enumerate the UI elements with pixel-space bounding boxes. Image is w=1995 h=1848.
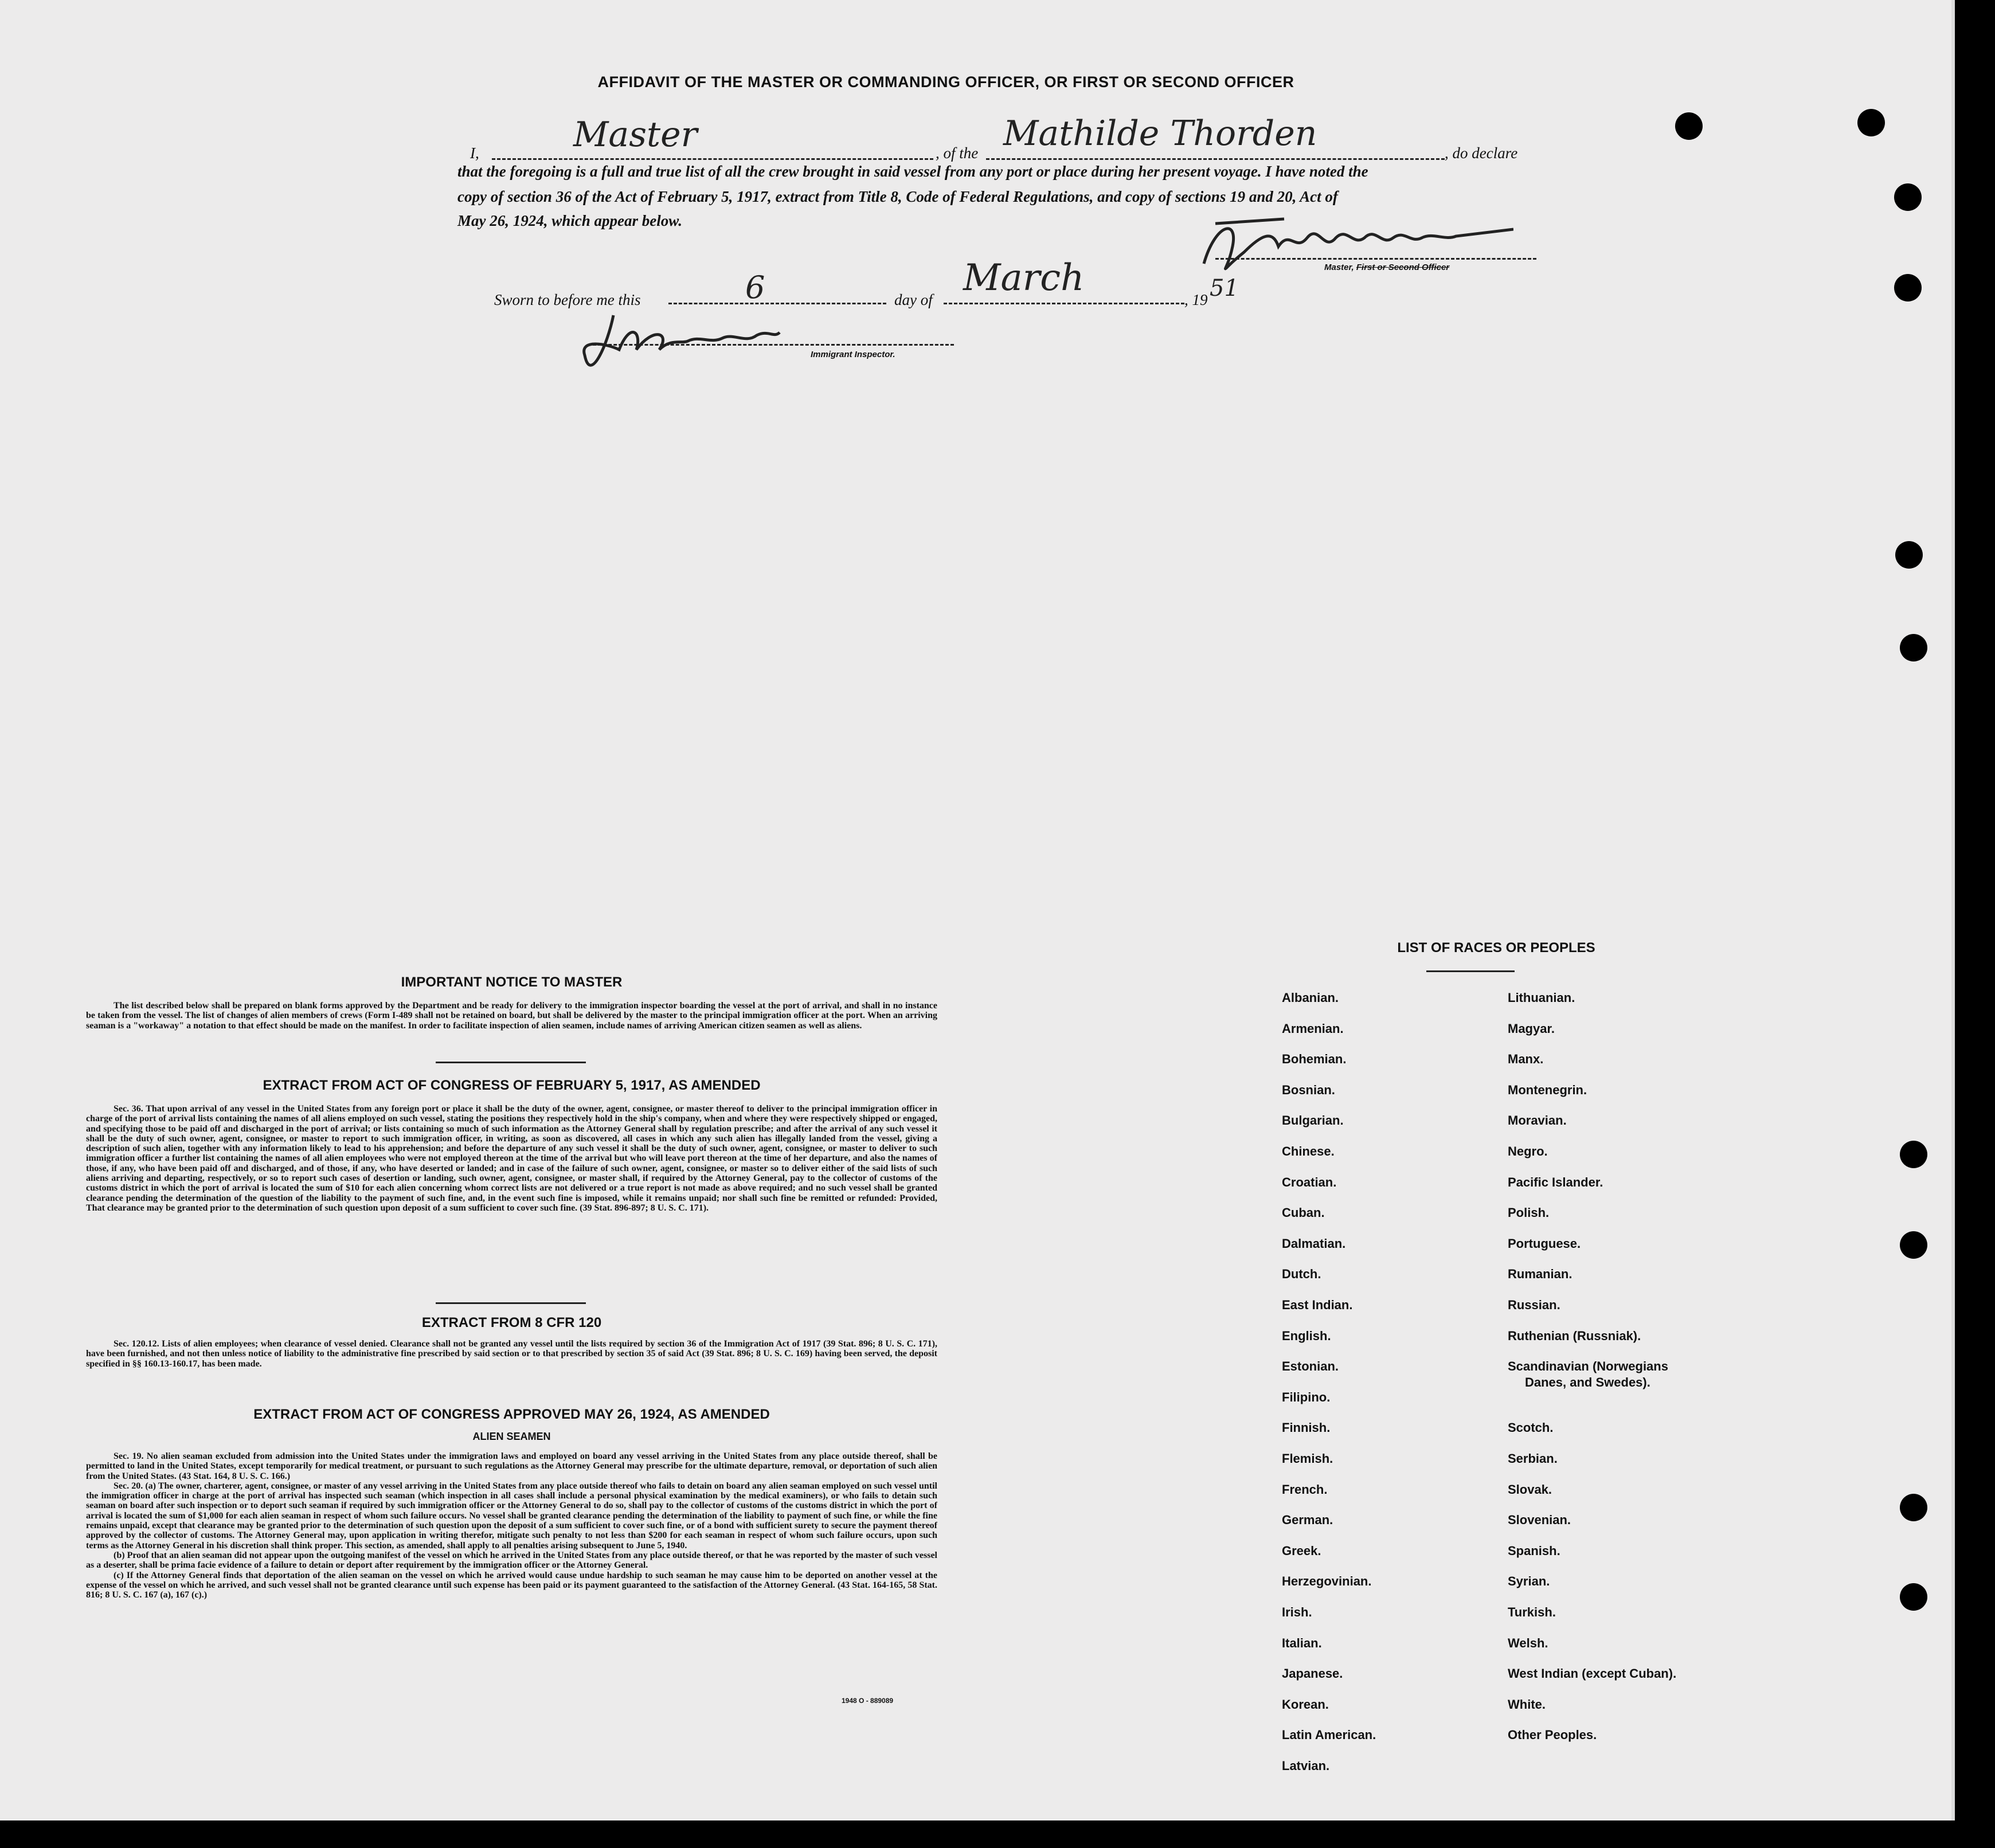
race-item: Filipino.	[1282, 1390, 1331, 1404]
race-item: Scotch.	[1508, 1420, 1554, 1435]
race-item: English.	[1282, 1329, 1331, 1343]
inspector-signature-line	[593, 344, 954, 346]
sworn-day-line	[668, 303, 886, 304]
sworn-label: Sworn to before me this	[494, 291, 641, 308]
race-item: Armenian.	[1282, 1021, 1344, 1036]
notice-text: The list described below shall be prepared on blank forms approved by the Department and be ready for delivery to the immigration inspector boarding the vessel at the port of arrival, and shall in no instance be taken from the vessel. The list of changes of alien members of crews (Form I-489 shall not be retained on board, but shall be delivered by the master to the principal immigration officer at the port. When an arriving seaman is a "workaway" a notation to that effect should be made on the manifest. In order to facilitate inspection of alien seamen, include names of arriving American citizen seamen as well as aliens.	[86, 1001, 937, 1031]
notice-text-block	[86, 1001, 937, 1031]
race-item: Latin American.	[1282, 1728, 1376, 1742]
extract-cfr-text: Sec. 120.12. Lists of alien employees; when clearance of vessel denied. Clearance shall not be granted any vessel until the lists required by section 36 of the Immigration Act of 1917 (39 Stat. 896; 8 U. S. C. 171), have been furnished, and not then unless notice of liability to the administrative fine prescribed by said section or to that prescribed by section 35 of said Act (39 Stat. 896; 8 U. S. C. 169) having been served, the deposit specified in §§ 160.13-160.17, has been made.	[86, 1339, 937, 1369]
race-item: Lithuanian.	[1508, 990, 1575, 1005]
extract-1917-heading: EXTRACT FROM ACT OF CONGRESS OF FEBRUARY 5, 1917, AS AMENDED	[263, 1078, 761, 1093]
race-item: Scandinavian (Norwegians	[1508, 1359, 1668, 1373]
race-item: Korean.	[1282, 1697, 1329, 1712]
race-item: Flemish.	[1282, 1451, 1333, 1466]
punch-hole	[1894, 274, 1922, 302]
race-item: Negro.	[1508, 1144, 1548, 1158]
punch-hole	[1857, 109, 1885, 136]
extract-1917-block	[86, 1104, 937, 1213]
vessel-line	[986, 158, 1445, 160]
race-item: Serbian.	[1508, 1451, 1558, 1466]
race-item: German.	[1282, 1513, 1333, 1527]
notice-heading: IMPORTANT NOTICE TO MASTER	[401, 974, 623, 990]
race-item: Bohemian.	[1282, 1052, 1347, 1066]
race-item: Welsh.	[1508, 1636, 1548, 1650]
race-item: Slovak.	[1508, 1482, 1552, 1497]
extract-cfr-heading: EXTRACT FROM 8 CFR 120	[421, 1315, 602, 1330]
races-title: LIST OF RACES OR PEOPLES	[1397, 940, 1595, 956]
extract-1924-heading: EXTRACT FROM ACT OF CONGRESS APPROVED MAY 26, 1924, AS AMENDED	[253, 1407, 770, 1422]
race-item: Cuban.	[1282, 1205, 1325, 1220]
race-item: Other Peoples.	[1508, 1728, 1597, 1742]
master-signature	[1192, 212, 1513, 292]
race-item: Russian.	[1508, 1298, 1560, 1312]
sworn-month-line	[944, 303, 1184, 304]
master-caption	[1324, 263, 1449, 272]
affidavit-i-label: I,	[470, 144, 479, 162]
race-item: East Indian.	[1282, 1298, 1353, 1312]
race-item: Ruthenian (Russniak).	[1508, 1329, 1641, 1343]
race-item: Dalmatian.	[1282, 1236, 1346, 1251]
extract-1924-subheading: ALIEN SEAMEN	[472, 1431, 551, 1442]
day-of-label: day of	[894, 291, 933, 308]
race-item: Syrian.	[1508, 1574, 1550, 1588]
race-item: Slovenian.	[1508, 1513, 1571, 1527]
handwritten-day: 6	[745, 269, 765, 306]
affidavit-body-line2: copy of section 36 of the Act of February 5, 1917, extract from Title 8, Code of Federal Regulations, and copy of sections 19 and 20, Act of	[457, 188, 1338, 205]
race-item: Irish.	[1282, 1605, 1312, 1619]
race-item: Japanese.	[1282, 1666, 1343, 1681]
year-prefix: , 19	[1184, 291, 1208, 308]
race-item: Latvian.	[1282, 1759, 1330, 1773]
race-item: Italian.	[1282, 1636, 1322, 1650]
handwritten-year: 51	[1210, 275, 1239, 302]
race-item: Bulgarian.	[1282, 1113, 1344, 1127]
race-item: Dutch.	[1282, 1267, 1321, 1281]
of-the-label: , of the	[936, 144, 979, 162]
race-item: Magyar.	[1508, 1021, 1555, 1036]
race-item: Spanish.	[1508, 1544, 1560, 1558]
extract-1924-p4: (c) If the Attorney General finds that deportation of the alien seaman on the vessel on which he arrived would cause undue hardship to such seaman he may cause him to be deported on another vessel at the expense of the vessel on which he arrived, and such vessel shall not be granted clearance until such expense has been paid or its payment guaranteed to the satisfaction of the Attorney General. (43 Stat. 164-165, 58 Stat. 816; 8 U. S. C. 167 (a), 167 (c).)	[86, 1570, 937, 1600]
punch-hole	[1675, 112, 1703, 140]
punch-hole	[1900, 1141, 1927, 1168]
race-item: West Indian (except Cuban).	[1508, 1666, 1677, 1681]
extract-cfr-block	[86, 1339, 937, 1369]
race-item: Croatian.	[1282, 1175, 1337, 1189]
race-item: Estonian.	[1282, 1359, 1339, 1373]
race-item: White.	[1508, 1697, 1546, 1712]
affidavit-body-line3: May 26, 1924, which appear below.	[457, 212, 683, 229]
punch-hole	[1900, 1583, 1927, 1611]
race-item: Moravian.	[1508, 1113, 1567, 1127]
race-item: Danes, and Swedes).	[1525, 1375, 1650, 1389]
punch-hole	[1900, 634, 1927, 661]
section-rule	[436, 1062, 586, 1063]
race-item: Finnish.	[1282, 1420, 1331, 1435]
extract-1924-p1: Sec. 19. No alien seaman excluded from admission into the United States under the immigration laws and employed on board any vessel arriving in the United States from any place outside thereof, shall be permitted to land in the United States, except temporarily for medical treatment, or pursuant to such regulations as the Attorney General may prescribe for the ultimate departure, removal, or deportation of such alien from the United States. (43 Stat. 164, 8 U. S. C. 166.)	[86, 1451, 937, 1481]
race-item: French.	[1282, 1482, 1328, 1497]
race-item: Manx.	[1508, 1052, 1544, 1066]
handwritten-vessel: Mathilde Thorden	[1003, 113, 1317, 154]
punch-hole	[1895, 541, 1923, 569]
handwritten-rank: Master	[573, 115, 698, 155]
race-item: Herzegovinian.	[1282, 1574, 1372, 1588]
caption-master: Master,	[1324, 263, 1356, 272]
affidavit-body-line1: that the foregoing is a full and true list of all the crew brought in said vessel from any port or place during her present voyage. I have noted the	[457, 163, 1368, 180]
master-signature-line	[1215, 258, 1536, 260]
race-item: Albanian.	[1282, 990, 1339, 1005]
section-rule	[436, 1302, 586, 1304]
rank-line	[492, 158, 933, 160]
extract-1917-text: Sec. 36. That upon arrival of any vessel in the United States from any foreign port or place it shall be the duty of the owner, agent, consignee, or master thereof to deliver to the principal immigration officer in charge of the port of arrival lists containing the names of all aliens employed on such vessel, stating the positions they respectively hold in the ship's company, when and where they were respectively shipped or engaged, and specifying those to be paid off and discharged in the port of arrival; or lists containing so much of such information as the Attorney General shall by regulation prescribe; and after the arrival of any such vessel it shall be the duty of such owner, agent, consignee, or master to report to such immigration officer, in writing, as soon as discovered, all cases in which any such alien has illegally landed from the vessel, giving a description of such alien, together with any information likely to lead to his apprehension; and before the departure of any such vessel it shall be the duty of such owner, agent, consignee, or master to deliver to such immigration officer a further list containing the names of all alien employees who were not employed thereon at the time of the arrival but who will leave port thereon at the time of her departure, and also the names of those, if any, who have been paid off and discharged, and of those, if any, who have deserted or landed; and in case of the failure of such owner, agent, consignee, or master so to deliver either of the said lists of such aliens arriving and departing, respectively, or so to report such cases of desertion or landing, such owner, agent, consignee, or master shall, if required by the Attorney General, pay to the collector of customs of the customs district in which the port of arrival is located the sum of $10 for each alien concerning whom correct lists are not delivered or a true report is not made as above required; and no such vessel shall be granted clearance pending the determination of the question of the liability to the payment of such fine, and, in the event such fine is imposed, while it remains unpaid; nor shall such fine be remitted or refunded: Provided, That clearance may be granted prior to the determination of such question upon deposit of a sum sufficient to cover such fine. (39 Stat. 896-897; 8 U. S. C. 171).	[86, 1104, 937, 1213]
race-item: Rumanian.	[1508, 1267, 1572, 1281]
inspector-signature-scribble	[573, 310, 803, 390]
affidavit-title: AFFIDAVIT OF THE MASTER OR COMMANDING OFFICER, OR FIRST OR SECOND OFFICER	[597, 73, 1294, 91]
race-item: Chinese.	[1282, 1144, 1335, 1158]
extract-1924-p3: (b) Proof that an alien seaman did not appear upon the outgoing manifest of the vessel on which he arrived in the United States from any place outside thereof, or that he was reported by the master of such vessel as a deserter, shall be prima facie evidence of a failure to detain or deport after requirement by the immigration officer or the Attorney General.	[86, 1550, 937, 1571]
print-code: 1948 O - 889089	[842, 1697, 894, 1705]
extract-1924-block	[86, 1451, 937, 1600]
handwritten-month: March	[963, 257, 1085, 299]
race-item: Portuguese.	[1508, 1236, 1581, 1251]
punch-hole	[1894, 183, 1922, 211]
race-item: Polish.	[1508, 1205, 1550, 1220]
race-item: Bosnian.	[1282, 1083, 1335, 1097]
race-item: Montenegrin.	[1508, 1083, 1587, 1097]
caption-struck-officer: First or Second Officer	[1356, 263, 1450, 272]
inspector-caption: Immigrant Inspector.	[811, 350, 895, 359]
do-declare-label: , do declare	[1445, 144, 1518, 162]
race-item: Pacific Islander.	[1508, 1175, 1603, 1189]
races-rule	[1426, 970, 1515, 972]
extract-1924-p2: Sec. 20. (a) The owner, charterer, agent, consignee, or master of any vessel arriving in the United States from any place outside thereof who fails to detain on board any alien seaman employed on such vessel until the immigration officer in charge at the port of arrival has inspected such seaman (which inspection in all cases shall include a personal physical examination by the medical examiners), or who fails to detain such seaman on board after such inspection or to deport such seaman if required by such immigration officer or the Attorney General to do so, shall pay to the collector of customs of the customs district in which the port of arrival is located the sum of $1,000 for each alien seaman in respect of whom such failure occurs. No vessel shall be granted clearance pending the determination of the liability to payment of such fine, or while the fine remains unpaid, except that clearance may be granted prior to the determination of such question upon the deposit of a sum sufficient to cover such fine, or of a bond with sufficient surety to secure the payment thereof approved by the collector of customs. The Attorney General may, upon application in writing therefor, mitigate such penalty to not less than $200 for each seaman in respect of whom such failure occurs, upon such terms as the Attorney General in his discretion shall think proper. This section, as amended, shall apply to all penalties arising subsequent to June 5, 1940.	[86, 1481, 937, 1551]
race-item: Greek.	[1282, 1544, 1321, 1558]
inspector-signature	[573, 310, 803, 393]
punch-hole	[1900, 1494, 1927, 1521]
punch-hole	[1900, 1231, 1927, 1259]
race-item: Turkish.	[1508, 1605, 1556, 1619]
